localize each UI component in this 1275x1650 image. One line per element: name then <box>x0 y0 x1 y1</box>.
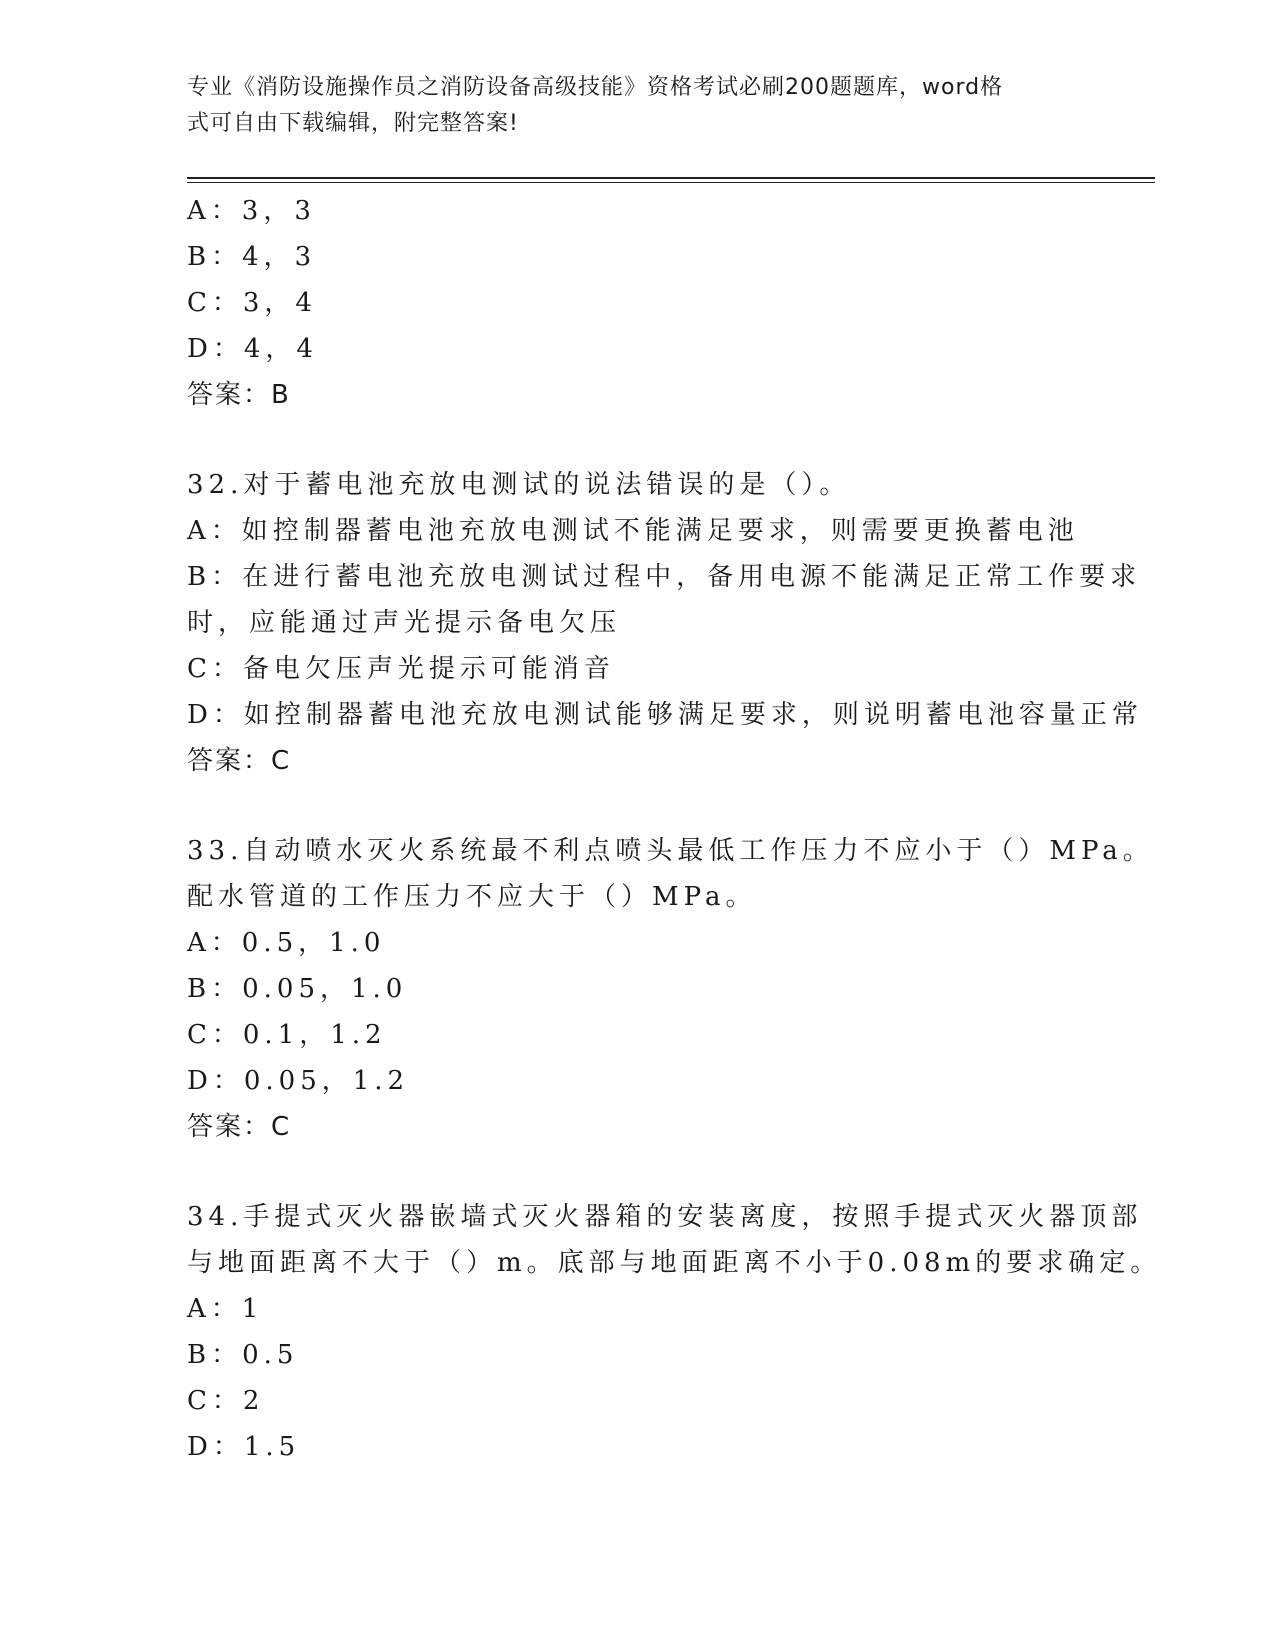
question-stem: 33.自动喷水灭火系统最不利点喷头最低工作压力不应小于（）MPa。 <box>187 836 1154 866</box>
option-d: D：1.5 <box>187 1432 301 1462</box>
option-b: B：4，3 <box>187 242 317 272</box>
question-stem: 34.手提式灭火器嵌墙式灭火器箱的安装离度，按照手提式灭火器顶部 <box>187 1202 1143 1232</box>
header-divider-thin <box>187 182 1155 183</box>
option-a: A：1 <box>187 1294 264 1324</box>
option-c: C：0.1，1.2 <box>187 1020 387 1050</box>
option-b: B：在进行蓄电池充放电测试过程中，备用电源不能满足正常工作要求 <box>187 562 1142 592</box>
header-line-2: 式可自由下载编辑，附完整答案! <box>187 111 519 136</box>
answer-line: 答案：C <box>187 746 292 776</box>
answer-line: 答案：C <box>187 1112 292 1142</box>
option-b-continued: 时，应能通过声光提示备电欠压 <box>187 608 622 638</box>
header-divider-thick <box>187 177 1155 179</box>
question-block-32 <box>187 462 1143 784</box>
option-b: B：0.5 <box>187 1340 299 1370</box>
question-stem-continued: 与地面距离不大于（）m。底部与地面距离不小于0.08m的要求确定。 <box>187 1248 1162 1278</box>
document-header <box>187 70 1077 142</box>
header-line-1: 专业《消防设施操作员之消防设备高级技能》资格考试必刷200题题库，word格 <box>187 75 1004 100</box>
option-a: A：如控制器蓄电池充放电测试不能满足要求，则需要更换蓄电池 <box>187 516 1079 546</box>
question-list <box>187 188 1162 1470</box>
question-block-33 <box>187 828 1154 1150</box>
question-block-31 <box>187 188 1087 418</box>
answer-line: 答案：B <box>187 380 291 410</box>
option-d: D：0.05，1.2 <box>187 1066 410 1096</box>
question-stem: 32.对于蓄电池充放电测试的说法错误的是（）。 <box>187 470 851 500</box>
option-c: C：备电欠压声光提示可能消音 <box>187 654 615 684</box>
option-c: C：2 <box>187 1386 265 1416</box>
option-a: A：3，3 <box>187 196 316 226</box>
question-block-34 <box>187 1194 1162 1470</box>
option-d: D：4，4 <box>187 334 318 364</box>
option-c: C：3，4 <box>187 288 317 318</box>
option-b: B：0.05，1.0 <box>187 974 408 1004</box>
option-d: D：如控制器蓄电池充放电测试能够满足要求，则说明蓄电池容量正常 <box>187 700 1143 730</box>
question-stem-continued: 配水管道的工作压力不应大于（）MPa。 <box>187 882 757 912</box>
option-a: A：0.5，1.0 <box>187 928 386 958</box>
